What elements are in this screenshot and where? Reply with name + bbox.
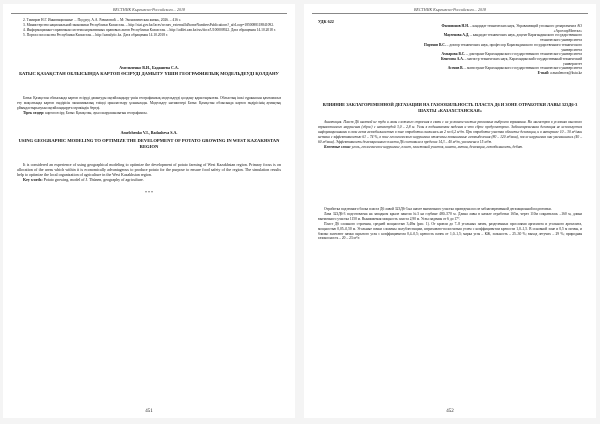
author-desc: – доктор технических наук, профессор Карагандинского государственного технического университета	[446, 42, 582, 52]
author-name: Асенов В.	[447, 66, 464, 71]
author-name: Филимонов Н.Н.	[441, 24, 469, 28]
en-title: USING GEOGRAPHIC MODELING TO OPTIMIZE THE DEVELOPMENT OF POTATO GROWING IN WEST KAZAKHSTAN REGION	[18, 138, 280, 149]
email-address[interactable]: a.maulenova@kstu.kz	[550, 71, 582, 76]
en-keywords	[17, 177, 281, 182]
body-text	[318, 207, 582, 241]
kz-keywords-text: картоп өсіру, Батыс Қазақстан, ауыл шаруашылығын географиясы.	[45, 110, 148, 115]
email-label: E-mail:	[537, 71, 550, 76]
keywords-label: Ключевые слова:	[324, 144, 351, 149]
kz-keywords	[17, 111, 281, 116]
author-line	[424, 24, 582, 33]
en-keywords-label: Key words:	[23, 177, 43, 183]
header-rule	[11, 13, 287, 14]
en-authors: Amelchenko V.I., Badasheva S.A.	[120, 130, 178, 135]
author-desc: – кандидат технических наук, Управляющий угольного департамента АО «АрселорМиттал»	[469, 24, 582, 33]
email-line	[424, 71, 582, 76]
kz-keywords-label: Тірек сөздер:	[23, 110, 45, 115]
author-line	[424, 57, 582, 66]
author-desc: – кандидат технических наук, доцент Карагандинского государственного технического университета	[470, 33, 582, 43]
author-desc: – магистрант Карагандинского государственного технического университета	[464, 66, 582, 71]
page-number: 452	[446, 409, 454, 414]
references-list	[17, 18, 281, 38]
page-number: 451	[145, 409, 153, 414]
running-head: ВЕСТНИК Кыргызско-Российского... 2018	[413, 7, 487, 12]
reference-item: 2. Тимиров Н.Г. Инновационные ... Под ред. А.А. Равиловой. – М: Экономическая жизнь, 2026. – 416 с.	[23, 18, 182, 22]
author-name: Кенесова А.А.	[441, 56, 464, 61]
right-page	[304, 4, 596, 418]
en-abstract-block	[17, 162, 281, 182]
body-paragraph: Пласт Д6 сложного строения, средней мощностью 3,48м (рис. 1). От кровли до 7–8 угольных пачек, разделенных прослоями аргиллита и угольного аргиллита, мощностью 0,05–0,50 м. Угольные пачки сложены полублестящим, штриховато-полосчатым углем с коэффициентом крепости 1,0–1,5. В основной зоне и 0,5 м почвы, и близко залегают пачки скрытого угля с коэффициентом 0,4–0,5; крепость пачек от 1,0–1,5; марка угля – КЖ, зольность – 25–30 %; выход летучих – 29 %; природная газоносность – 20 – 23 м³/т.	[318, 221, 582, 241]
en-keywords-text: Potato growing, model of J. Thünen, geography of agriculture.	[43, 177, 144, 183]
keywords-text: уголь, геологическое нарушение, пласт, пластовый участок, шахта, метан, дегазация, газообильность, дебит.	[351, 144, 524, 149]
kz-abstract: Батыс Қазақстан облысында картоп өсіруді дамытуды оңтайландыру үшін географиялық модельдеуді қолдану қарастырылған. Облыстың ішкі сұранысын қамтамасыз ету мақсатында картоп өндірісін экономикалық тиімді орналастыру ұсынылады. Модельдеу нәтижелері Батыс Қазақстан облысында картоп өндірісінің аумақтық ұйымдастырылуын оңтайландыруға мүмкіндік береді.	[17, 96, 281, 110]
author-name: Мауленова А.Д.	[443, 33, 470, 38]
reference-item: 3. Министерство национальной экономики Республики Казахстан. – http://stat.gov.kz/faces/wcnav_externalId/homeNumbersPublications?_afrLoop=1850088118841092.	[23, 22, 274, 27]
author-name: Портнов В.С.	[424, 42, 446, 47]
kz-title: БАТЫС ҚАЗАҚСТАН ОБЛЫСЫНДА КАРТОП ӨСІРУДІ ДАМЫТУ ҮШІН ГЕОГРАФИЯЛЫҚ МОДЕЛЬДЕУДІ ҚОЛДАНУ	[19, 71, 279, 76]
running-head: ВЕСТНИК Кыргызско-Российского... 2018	[112, 7, 186, 12]
reference-item: 4. Информационно-справочная система нормативных правовых актов Республики Казахстан. – http://adilet.zan.kz/rus/docs/U100000922. Дата обращения 14.10.2018 г.	[23, 27, 276, 32]
kz-abstract-block	[17, 96, 281, 116]
author-desc: – магистр технических наук, Карагандинский государственный технический университет	[464, 56, 582, 66]
author-line	[424, 33, 582, 42]
section-separator: * * *	[145, 190, 153, 195]
body-paragraph: Лава 323Д6-3 подготовлена на западном крыле панели №3 на глубине 480–570 м. Длина лавы в начале отработки 165м, через 110м сократилась –160 м, длина выемочного участка 1150 м. Вынимаемая мощность пласта 2,90 м. Углы падения от 6 до 17°.	[318, 211, 582, 221]
author-name: Ахмарова В.С.	[441, 52, 466, 57]
article-title: ВЛИЯНИЕ ЗАКЛАГОРЕМЕННОЙ ДЕГАЗАЦИИ НА ГАЗООБИЛЬНОСТЬ ПЛАСТА Д6 И ЗОНЕ ОТРАБОТКИ ЛАВЫ 323Д6-3 ШАХТЫ «КАЗАХСТАНСКАЯ»	[322, 102, 578, 113]
body-paragraph: Отработка подземного блока пласта Д6 лавой 323Д6-3 на шахте выемочного участка проведена после заблаговременной дегазационной подготовки.	[324, 207, 552, 211]
authors-block	[424, 24, 582, 76]
header-rule	[312, 13, 588, 14]
en-abstract: It is considered an experience of using geographical modeling to optimize the development of potato farming of West Kazakhstan region. Primary focus is on allocation of the areas which within it is economically advantageous to produce potato for the purpose to ensure food safety of the region. The simulation results help to optimize the local organization of agriculture in the West Kazakhstan region.	[17, 162, 281, 178]
keywords	[318, 145, 582, 150]
annotation-block	[318, 120, 582, 149]
kz-authors: Амельченко В.И., Бадашева С.А.	[119, 65, 179, 70]
reference-item: 5. Портал посольства Республики Казахстан. – http://zanalytic.kz. Дата обращения 14.10.2018 г.	[23, 32, 168, 37]
annotation: Аннотация. Пласт Д6 шахтой не туда и лавы сложного строения в связи с их условием частых различных выбросов взрывания. На магистров в условиях высокого взрывоопасного нарушения (сброс) с амплитудой 3,0 – 2,8 м. Углы в поднимаемом падения и что сброс предусмотрено. Заблаговременная дегазация не используется информационными в свои газов газообильностью в зоне отработки снизилась на 2 по 6,2 м³/т. При отработке участка областье дегазации, и в интервале 10 – 30 м³/мин метана с эффективностью 61 – 74 %, в зоне геологического нарушения отмечены повышенные газовыделения (80 – 120 м³/мин), после нарушения они уменьшились (40 – 60 м³/мин). Эффективность дегазационного пласта Д6 составила в пределах 14,3 – 40 м³/т, увеличена в 15 м³/т.	[318, 120, 582, 144]
author-desc: – докторант Карагандинского государственного технического университета	[466, 52, 582, 57]
left-page	[3, 4, 295, 418]
udk-code: УДК 622	[318, 19, 334, 24]
author-line	[424, 43, 582, 52]
